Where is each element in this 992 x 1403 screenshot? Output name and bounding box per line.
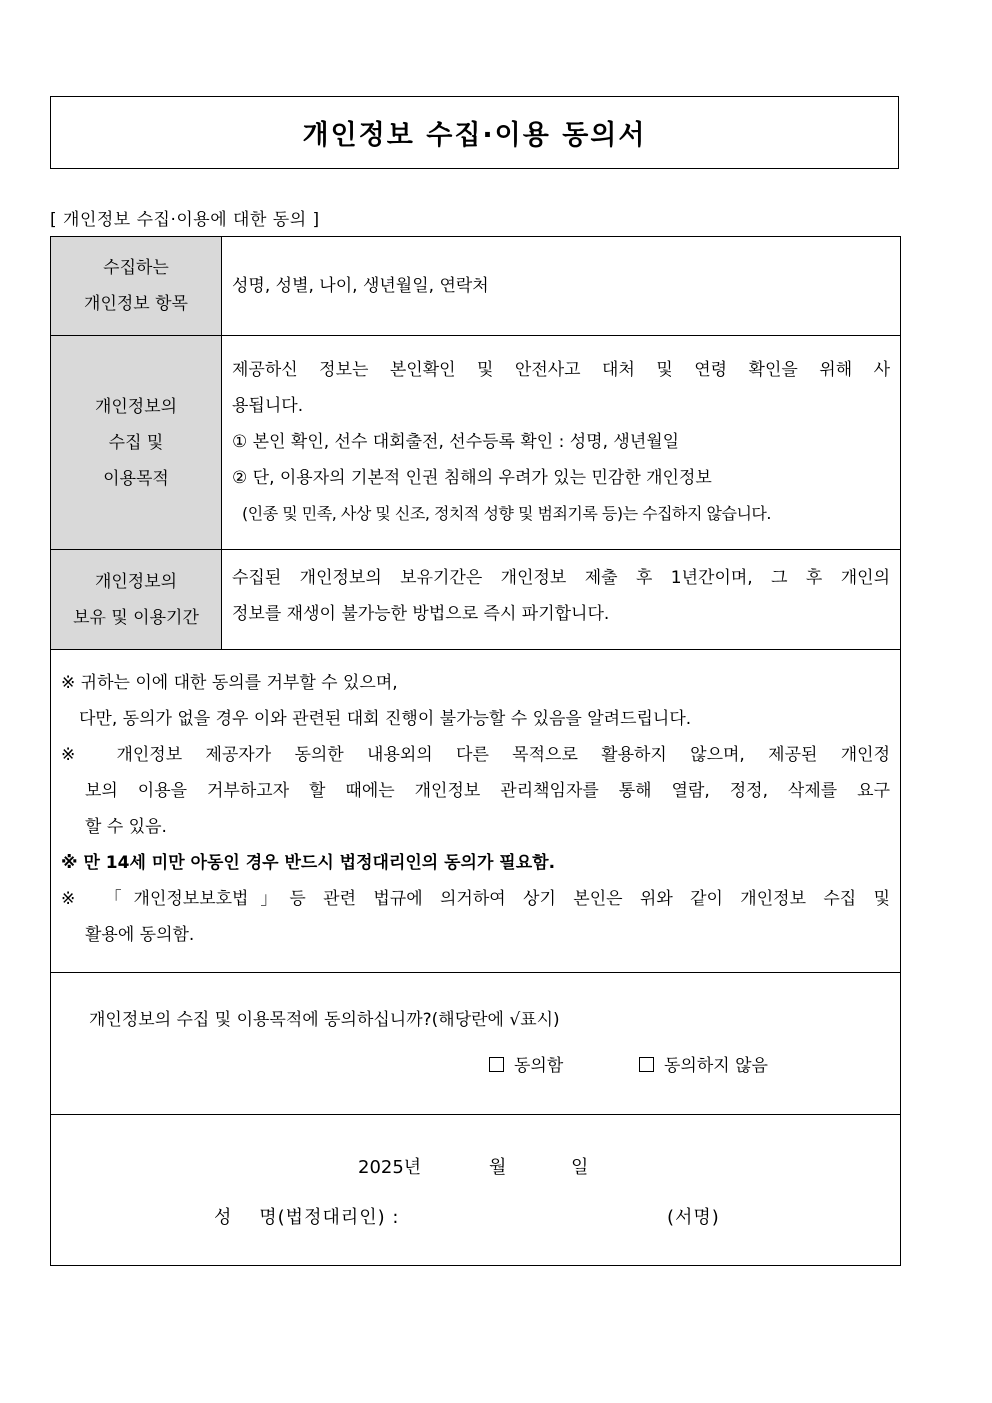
signature-sign-label: (서명) [667, 1207, 720, 1228]
agree-option[interactable] [489, 1051, 563, 1076]
note-usage-line3: 할 수 있음. [85, 817, 167, 837]
notes-section [51, 650, 900, 973]
disagree-option[interactable] [639, 1051, 768, 1076]
consent-question-section [51, 973, 900, 1115]
note-refusal-line1: ※ 귀하는 이에 대한 동의를 거부할 수 있으며, [61, 673, 398, 693]
agree-checkbox[interactable] [489, 1057, 504, 1072]
row-label: 개인정보의 수집 및 이용목적 [51, 336, 222, 549]
disagree-label: 동의하지 않음 [664, 1056, 768, 1076]
signature-year: 2025년 [358, 1157, 422, 1178]
consent-table [50, 236, 901, 1266]
signature-day: 일 [571, 1157, 589, 1178]
row-content: 수집된 개인정보의 보유기간은 개인정보 제출 후 1년간이며, 그 후 개인의 정보를 재생이 불가능한 방법으로 즉시 파기합니다. [232, 568, 890, 624]
note-usage-line2: 보의 이용을 거부하고자 할 때에는 개인정보 관리책임자를 통해 열람, 정정, 삭제를 요구 [85, 781, 890, 801]
row-label: 수집하는 개인정보 항목 [51, 237, 222, 335]
row-content: 성명, 성별, 나이, 생년월일, 연락처 [232, 276, 489, 296]
signature-section [51, 1115, 900, 1265]
table-row-purpose [51, 336, 900, 550]
row-content: 제공하신 정보는 본인확인 및 안전사고 대처 및 연령 확인을 위해 사 용됩니다. ① 본인 확인, 선수 대회출전, 선수등록 확인 : 성명, 생년월일 ② 단, 이용자의 기본적 인권 침해의 우려가 있는 민감한 개인정보 (인종 및 민족, 사상 및 신조, 정치적 성향 및 범죄기록 등)는 수집하지 않습니다. [232, 360, 890, 523]
signature-name-label: 성 명(법정대리인) : [214, 1207, 400, 1228]
agree-label: 동의함 [514, 1056, 564, 1076]
table-row-retention [51, 550, 900, 650]
note-law-line1: ※ 「개인정보보호법」등 관련 법규에 의거하여 상기 본인은 위와 같이 개인정보 수집 및 [61, 889, 890, 909]
consent-question: 개인정보의 수집 및 이용목적에 동의하십니까?(해당란에 √표시) [89, 1010, 560, 1030]
disagree-checkbox[interactable] [639, 1057, 654, 1072]
document-title-box [50, 96, 899, 169]
document-title: 개인정보 수집·이용 동의서 [302, 120, 647, 151]
note-law-line2: 활용에 동의함. [85, 925, 195, 945]
row-label: 개인정보의 보유 및 이용기간 [51, 550, 222, 649]
signature-month: 월 [489, 1157, 507, 1178]
note-usage-line1: ※ 개인정보 제공자가 동의한 내용외의 다른 목적으로 활용하지 않으며, 제공된 개인정 [61, 745, 890, 765]
table-row-collected-items [51, 237, 900, 336]
section-heading: [ 개인정보 수집·이용에 대한 동의 ] [50, 210, 320, 230]
note-minor-consent: ※ 만 14세 미만 아동인 경우 반드시 법정대리인의 동의가 필요함. [61, 853, 556, 873]
note-refusal-line2: 다만, 동의가 없을 경우 이와 관련된 대회 진행이 불가능할 수 있음을 알려드립니다. [79, 709, 692, 729]
